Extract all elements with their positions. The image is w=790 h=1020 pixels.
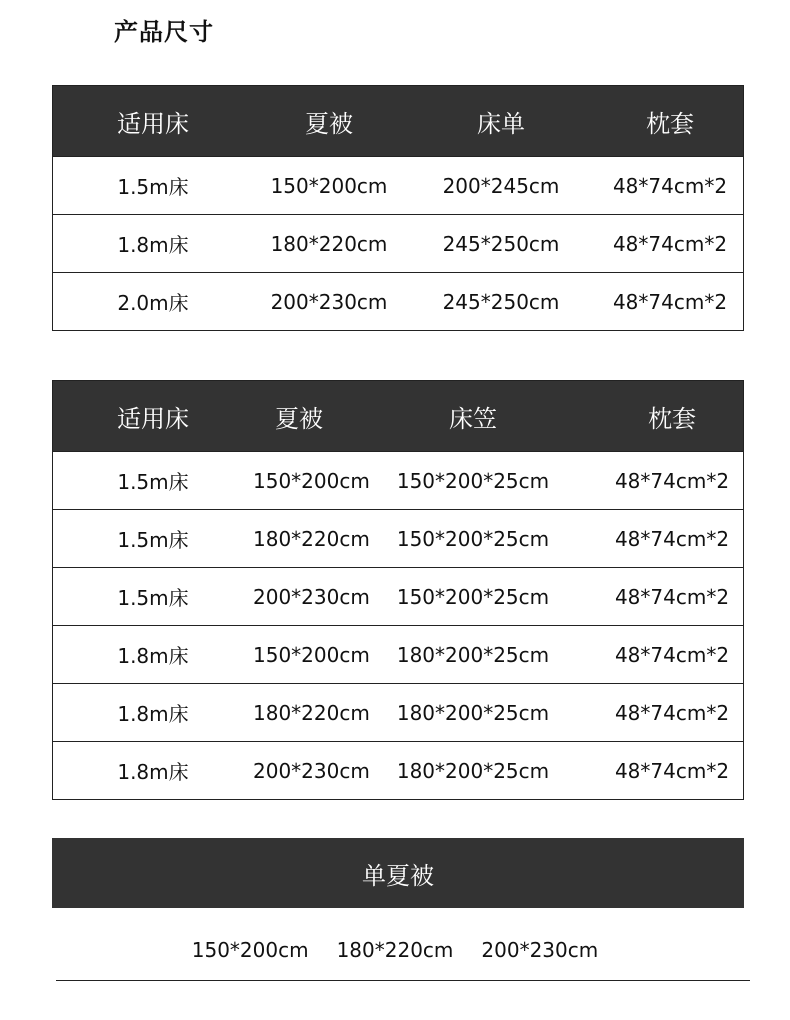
cell-bed-size: 1.8m床 xyxy=(117,644,189,668)
cell-pillowcase: 48*74cm*2 xyxy=(612,289,728,314)
cell-bed-size: 2.0m床 xyxy=(117,291,189,315)
cell-quilt: 180*220cm xyxy=(253,526,370,551)
header-fitted-sheet: 床笠 xyxy=(449,404,497,433)
cell-bed-size: 1.5m床 xyxy=(117,175,189,199)
cell-fitted-sheet: 150*200*25cm xyxy=(396,584,550,609)
bottom-divider xyxy=(56,980,750,981)
cell-bed-size: 1.8m床 xyxy=(117,233,189,257)
cell-fitted-sheet: 150*200*25cm xyxy=(396,526,550,551)
table-row xyxy=(53,214,743,272)
table-header xyxy=(53,381,743,451)
cell-bed-size: 1.5m床 xyxy=(117,586,189,610)
single-quilt-size: 180*220cm xyxy=(336,938,454,962)
table-header xyxy=(53,86,743,156)
cell-quilt: 180*220cm xyxy=(270,231,388,256)
header-bed-sheet: 床单 xyxy=(477,109,525,138)
header-pillowcase: 枕套 xyxy=(648,404,696,433)
header-bed-size: 适用床 xyxy=(117,109,189,138)
cell-bed-sheet: 245*250cm xyxy=(442,289,560,314)
cell-quilt: 180*220cm xyxy=(253,700,370,725)
cell-bed-size: 1.5m床 xyxy=(117,528,189,552)
single-quilt-header xyxy=(52,838,744,908)
cell-pillowcase: 48*74cm*2 xyxy=(614,584,730,609)
cell-fitted-sheet: 150*200*25cm xyxy=(396,468,550,493)
header-bed-size: 适用床 xyxy=(117,404,189,433)
size-table-fitted-sheet-set xyxy=(52,380,744,800)
table-row xyxy=(53,683,743,741)
cell-bed-sheet: 200*245cm xyxy=(442,173,560,198)
single-quilt-size-list xyxy=(0,938,790,962)
cell-quilt: 150*200cm xyxy=(270,173,388,198)
cell-quilt: 200*230cm xyxy=(253,584,370,609)
single-quilt-title: 单夏被 xyxy=(362,861,434,890)
cell-bed-size: 1.8m床 xyxy=(117,760,189,784)
cell-pillowcase: 48*74cm*2 xyxy=(614,468,730,493)
header-quilt: 夏被 xyxy=(305,109,353,138)
cell-bed-size: 1.5m床 xyxy=(117,470,189,494)
table-row xyxy=(53,567,743,625)
cell-fitted-sheet: 180*200*25cm xyxy=(396,642,550,667)
table-row xyxy=(53,451,743,509)
cell-pillowcase: 48*74cm*2 xyxy=(614,642,730,667)
cell-quilt: 200*230cm xyxy=(253,758,370,783)
size-table-sheet-set xyxy=(52,85,744,331)
table-row xyxy=(53,741,743,799)
cell-quilt: 200*230cm xyxy=(270,289,388,314)
cell-pillowcase: 48*74cm*2 xyxy=(614,758,730,783)
header-quilt: 夏被 xyxy=(275,404,323,433)
single-quilt-size: 200*230cm xyxy=(481,938,599,962)
table-row xyxy=(53,272,743,330)
cell-pillowcase: 48*74cm*2 xyxy=(612,231,728,256)
cell-fitted-sheet: 180*200*25cm xyxy=(396,758,550,783)
table-row xyxy=(53,509,743,567)
page-title: 产品尺寸 xyxy=(114,18,214,46)
single-quilt-size: 150*200cm xyxy=(191,938,309,962)
cell-pillowcase: 48*74cm*2 xyxy=(612,173,728,198)
cell-pillowcase: 48*74cm*2 xyxy=(614,526,730,551)
cell-fitted-sheet: 180*200*25cm xyxy=(396,700,550,725)
table-row xyxy=(53,625,743,683)
table-row xyxy=(53,156,743,214)
cell-quilt: 150*200cm xyxy=(253,642,370,667)
header-pillowcase: 枕套 xyxy=(646,109,694,138)
cell-bed-size: 1.8m床 xyxy=(117,702,189,726)
cell-quilt: 150*200cm xyxy=(253,468,370,493)
cell-pillowcase: 48*74cm*2 xyxy=(614,700,730,725)
cell-bed-sheet: 245*250cm xyxy=(442,231,560,256)
